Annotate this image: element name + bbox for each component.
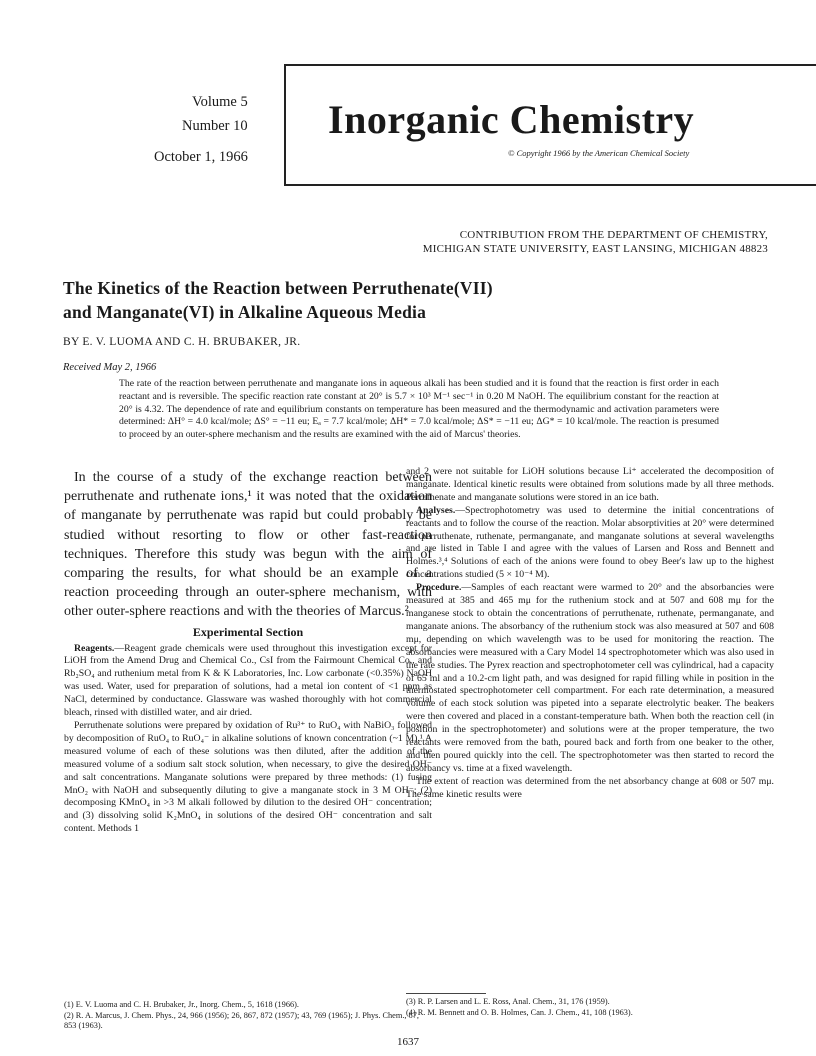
received-date: Received May 2, 1966 [63, 362, 157, 373]
analyses-paragraph [406, 505, 774, 582]
reagents-body: —Reagent grade chemicals were used throughout this investigation except for LiOH from the Amend Drug and Chemical Co., CsI from the Fairmount Chemical Co., and Rb₂SO₄ and ruthenium metal from K & K Laboratories, Inc. Low carbonate (<0.35%) NaOH was used. Water, used for preparation of solutions, had a metal ion content of <1 ppm as NaCl, determined by conductance. Glassware was washed thoroughly with hot commercial bleach, rinsed with distilled water, and air dried. [64, 642, 432, 719]
procedure-heading: Procedure. [416, 582, 462, 594]
footnotes-right [406, 993, 774, 1018]
extent-paragraph: The extent of reaction was determined from the net absorbancy change at 608 or 507 mμ. The same kinetic results were [406, 775, 774, 800]
continuation-paragraph: and 2 were not suitable for LiOH solutions because Li⁺ accelerated the decomposition of manganate. Identical kinetic results were obtained from solutions made by all three methods. Perruthenate and manganate solutions were stored in an ice bath. [406, 466, 774, 503]
intro-paragraph: In the course of a study of the exchange reaction between perruthenate and ruthenate ions,¹ it was noted that the oxidation of manganate by perruthenate was rapid but could probably be studied without resorting to flow or other fast-reaction techniques. Therefore this study was begun with the aim of comparing the results, for what should be an example of a reaction proceeding through an outer-sphere mechanism, with other outer-sphere reactions and with the theories of Marcus.² [64, 470, 432, 620]
article-title [63, 276, 493, 324]
footnote-rule [406, 993, 486, 994]
footnotes-left [64, 1000, 432, 1032]
procedure-paragraph [406, 582, 774, 776]
left-column [64, 468, 432, 836]
footnote: (2) R. A. Marcus, J. Chem. Phys., 24, 966 (1956); 26, 867, 872 (1957); 43, 769 (1965); J. Phys. Chem., 67, 853 (1963). [64, 1010, 419, 1030]
footnote: (4) R. M. Bennett and O. B. Holmes, Can. J. Chem., 41, 108 (1963). [406, 1007, 633, 1017]
analyses-body: —Spectrophotometry was used to determine the initial concentrations of reactants and to follow the course of the reaction. Molar absorptivities at 20° were determined for perruthenate, ruthenate, permanganate, and manganate solutions at several wavelengths and are listed in Table I and agree with the values of Larsen and Ross and Bennett and Holmes.³,⁴ Solutions of each of the anions were found to obey Beer's law up to the highest concentrations studied (5 × 10⁻⁴ M). [406, 504, 774, 581]
abstract: The rate of the reaction between perruthenate and manganate ions in aqueous alkali has been studied and it is found that the reaction is first order in each reactant and is reversible. The specific reaction rate constant at 20° is 5.7 × 10³ M⁻¹ sec⁻¹ in 0.20 M NaOH. The equilibrium constant for the reaction at 20° is 4.32. The dependence of rate and equilibrium constants on temperature has been measured and the thermodynamic and activation parameters were determined: ΔH° = 4.0 kcal/mole; ΔS° = −11 eu; Eₐ = 7.7 kcal/mole; ΔH* = 7.0 kcal/mole; ΔS* = −11 eu; ΔG* = 10 kcal/mole. The reaction is presumed to proceed by an outer-sphere mechanism and the results are examined with the aid of Marcus' theories. [119, 378, 719, 441]
issue-date: October 1, 1966 [154, 149, 248, 165]
analyses-heading: Analyses. [416, 504, 456, 516]
page-number: 1637 [397, 1036, 419, 1048]
footnote: (1) E. V. Luoma and C. H. Brubaker, Jr., Inorg. Chem., 5, 1618 (1966). [64, 1000, 299, 1009]
contribution-line-1: CONTRIBUTION FROM THE DEPARTMENT OF CHEMISTRY, [459, 229, 768, 241]
reagents-paragraph [64, 643, 432, 720]
title-line-2: and Manganate(VI) in Alkaline Aqueous Media [63, 302, 427, 322]
perruthenate-paragraph: Perruthenate solutions were prepared by oxidation of Ru³⁺ to RuO₄ with NaBiO₃ followed by decomposition of RuO₄ to RuO₄⁻ in alkaline solutions of known concentration (~1 M).¹ A measured volume of each of these solutions was then diluted, after the addition of the measured volume of a sodium salt stock solution, when necessary, to give the desired OH⁻ and salt concentrations. Manganate solutions were prepared by three methods: (1) fusing MnO₂ with NaOH and subsequently diluting to give a manganate stock in 3 M OH⁻; (2) decomposing KMnO₄ in >3 M alkali followed by dilution to the desired OH⁻ concentration; and (3) dissolving solid K₂MnO₄ in solutions of the desired OH⁻ concentration and salt content. Methods 1 [64, 719, 432, 835]
footnote: (3) R. P. Larsen and L. E. Ross, Anal. Chem., 31, 176 (1959). [406, 997, 610, 1006]
copyright-notice: © Copyright 1966 by the American Chemical Society [508, 148, 690, 158]
volume: Volume 5 [192, 94, 248, 110]
section-heading: Experimental Section [192, 624, 304, 639]
journal-title: Inorganic Chemistry [328, 97, 695, 142]
reagents-heading: Reagents. [74, 642, 115, 654]
contribution-line-2: MICHIGAN STATE UNIVERSITY, EAST LANSING, MICHIGAN 48823 [422, 243, 768, 255]
authors: BY E. V. LUOMA AND C. H. BRUBAKER, JR. [63, 336, 301, 348]
procedure-body: —Samples of each reactant were warmed to 20° and the absorbancies were measured at 385 and 465 mμ for the ruthenium stock and at 507 and 608 mμ for the manganese stock to obtain the concentrations of perruthenate, ruthenate, permanganate, and manganate anions. The absorbancy of the ruthenium stock was also measured at 507 and 608 mμ, depending on which wavelength was to be used for monitoring the reaction. The absorbancies were measured with a Cary Model 14 spectrophotometer which was also used in the rate studies. The Pyrex reaction and spectrophotometer cell was cylindrical, had a capacity of 65 ml and a 10.2-cm light path, and was designed for rapid filling while in position in the thermostated spectrophotometer cell compartment. For each rate determination, a measured volume of each stock solution was pipeted into a separate electrolytic beaker. The beakers were then covered and placed in a constant-temperature bath. When both the reaction cell (in position in the spectrophotometer) and solutions were at the proper temperature, the two reactants were removed from the bath, poured back and forth from one beaker to the other, and then poured quickly into the cell. The spectrophotometer was then started to record the absorbancy vs. time at a fixed wavelength. [406, 582, 774, 774]
issue-number: Number 10 [182, 118, 248, 134]
title-line-1: The Kinetics of the Reaction between Perruthenate(VII) [63, 278, 493, 298]
right-column [406, 466, 774, 802]
